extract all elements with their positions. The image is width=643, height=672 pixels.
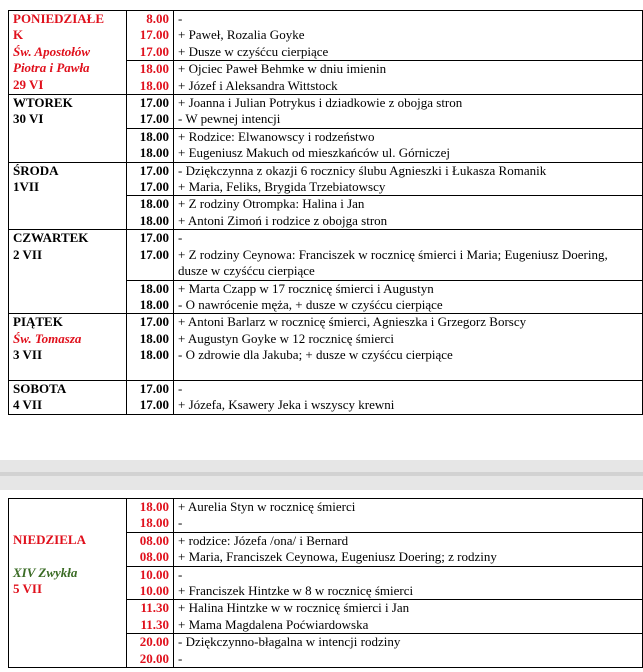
day-label-line: NIEDZIELA [13,531,86,547]
day-label-line: Piotra i Pawła [13,60,90,76]
day-label-line: 2 VII [13,246,43,262]
schedule-row [9,499,643,533]
mass-time: 17.00 [139,43,169,59]
mass-time: 08.00 [139,532,169,548]
mass-time-cell [127,314,174,381]
day-label-line [13,548,122,564]
day-label-line: 30 VI [13,111,44,127]
day-label-line [13,499,122,515]
mass-time: 17.00 [139,380,169,396]
mass-intention: + Mama Magdalena Poćwiardowska [178,616,369,632]
mass-time: 18.00 [139,499,169,514]
page-break-line [0,472,643,476]
mass-time-cell [127,61,174,95]
mass-time: 18.00 [139,330,169,346]
day-cell-sroda [9,162,127,230]
mass-time-cell [127,196,174,230]
mass-time-cell [127,600,174,634]
mass-intention: - Dziękczynna z okazji 6 rocznicy ślubu Agnieszki i Łukasza Romanik [178,162,547,178]
mass-time: 10.00 [139,583,169,599]
mass-intention: - [178,515,183,531]
day-label-line: WTOREK [13,95,73,111]
mass-time-cell [127,11,174,61]
mass-intention: + Z rodziny Ceynowa: Franciszek w rocznicę śmierci i Maria; Eugeniusz Doering, dusze w czyśćcu cierpiące [178,246,608,279]
mass-time: 11.30 [140,600,169,616]
mass-time: 10.00 [139,566,169,582]
schedule-row [9,95,643,129]
day-label-line: 29 VI [13,76,44,92]
schedule-row [9,162,643,196]
day-label-line: PONIEDZIAŁE [13,11,105,26]
mass-intention: + Eugeniusz Makuch od mieszkańców ul. Górniczej [178,145,450,161]
day-label-line: ŚRODA [13,162,59,178]
day-label-line: 4 VII [13,397,43,413]
mass-intention: - W pewnej intencji [178,111,281,127]
mass-time: 17.00 [139,314,169,330]
mass-time: 20.00 [139,650,169,666]
mass-time: 17.00 [139,397,169,413]
mass-intention-cell [174,314,643,381]
mass-intention: + Józefa, Ksawery Jeka i wszyscy krewni [178,397,395,413]
mass-intention: + Antoni Zimoń i rodzice z obojga stron [178,212,388,228]
mass-intention: + Antoni Barlarz w rocznicę śmierci, Agnieszka i Grzegorz Borscy [178,314,527,330]
mass-intention-cell [174,634,643,668]
mass-intention: + Aurelia Styn w rocznicę śmierci [178,499,356,514]
mass-time: 11.30 [140,616,169,632]
schedule-row [9,11,643,61]
mass-time: 18.00 [139,280,169,296]
mass-time-cell [127,280,174,314]
mass-time: 17.00 [139,27,169,43]
day-cell-piatek [9,314,127,381]
mass-time: 17.00 [139,179,169,195]
mass-intention-cell [174,61,643,95]
mass-time: 17.00 [139,230,169,246]
sunday-schedule-table [8,498,643,668]
mass-intention: - [178,11,183,26]
day-cell-czwartek [9,230,127,314]
sunday-schedule-block [8,498,643,668]
mass-time: 18.00 [139,196,169,212]
mass-intention: + Dusze w czyśćcu cierpiące [178,43,329,59]
mass-time: 18.00 [139,212,169,228]
mass-intention-cell [174,566,643,600]
mass-intention: + Maria, Franciszek Ceynowa, Eugeniusz Doering; z rodziny [178,549,497,565]
mass-intention-cell [174,532,643,566]
schedule-row [9,230,643,280]
page-break-separator [0,460,643,490]
mass-time: 08.00 [139,549,169,565]
mass-intention-cell [174,280,643,314]
mass-intention: + Maria, Feliks, Brygida Trzebiatowscy [178,179,386,195]
mass-intention: + Marta Czapp w 17 rocznicę śmierci i Augustyn [178,280,434,296]
day-label-line: K [13,27,24,43]
mass-time: 18.00 [139,296,169,312]
mass-time: 18.00 [139,145,169,161]
day-label-line: Św. Tomasza [13,330,82,346]
mass-time: 8.00 [146,11,169,26]
mass-intention: - O zdrowie dla Jakuba; + dusze w czyśćcu cierpiące [178,347,453,363]
mass-time-cell [127,634,174,668]
mass-intention-cell [174,95,643,129]
day-cell-sobota [9,380,127,414]
mass-time-cell [127,162,174,196]
schedule-row [9,380,643,414]
mass-time-cell [127,95,174,129]
mass-time-cell [127,499,174,533]
day-label-line: XIV Zwykła [13,564,78,580]
mass-intention: + Halina Hintzke w w rocznicę śmierci i Jan [178,600,410,616]
mass-time: 20.00 [139,634,169,650]
mass-time: 18.00 [139,128,169,144]
mass-intention-cell [174,11,643,61]
mass-intention: - [178,230,183,246]
mass-intention: + Franciszek Hintzke w 8 w rocznicę śmierci [178,583,414,599]
schedule-row [9,314,643,381]
day-label-line: 3 VII [13,347,43,363]
mass-intention-cell [174,600,643,634]
weekday-schedule-block [8,10,643,415]
mass-time: 17.00 [139,162,169,178]
mass-intention: + Rodzice: Elwanowscy i rodzeństwo [178,128,375,144]
mass-intention: - Dziękczynno-błagalna w intencji rodziny [178,634,401,650]
mass-intention: + rodzice: Józefa /ona/ i Bernard [178,532,349,548]
mass-intention: + Józef i Aleksandra Wittstock [178,77,338,93]
mass-intention-cell [174,128,643,162]
day-label-line: Św. Apostołów [13,43,91,59]
mass-time-cell [127,532,174,566]
day-label-line: 1VII [13,179,40,195]
day-label-line: 5 VII [13,581,43,597]
mass-time-spacer [129,263,169,279]
mass-intention: - [178,566,183,582]
mass-time [129,364,169,380]
mass-intention: - [178,380,183,396]
mass-time-cell [127,230,174,280]
mass-intention: + Paweł, Rozalia Goyke [178,27,305,43]
day-cell-poniedzialek [9,11,127,95]
day-label-line: CZWARTEK [13,230,89,246]
mass-intention-cell [174,230,643,280]
mass-time-cell [127,380,174,414]
mass-intention: + Joanna i Julian Potrykus i dziadkowie z obojga stron [178,95,463,111]
day-cell-niedziela [9,499,127,668]
mass-time: 18.00 [139,515,169,531]
mass-time-cell [127,566,174,600]
weekday-schedule-table [8,10,643,415]
day-label-line: PIĄTEK [13,314,63,330]
day-label-line [13,515,122,531]
mass-intention-cell [174,162,643,196]
mass-intention-cell [174,380,643,414]
mass-time-cell [127,128,174,162]
mass-intention: + Ojciec Paweł Behmke w dniu imienin [178,61,387,77]
day-cell-wtorek [9,95,127,163]
mass-intention-cell [174,196,643,230]
mass-intention [178,364,638,380]
mass-time: 17.00 [139,246,169,262]
mass-time: 18.00 [139,347,169,363]
mass-intention: + Z rodziny Otrompka: Halina i Jan [178,196,365,212]
mass-time: 18.00 [139,61,169,77]
mass-time: 17.00 [139,111,169,127]
mass-intention: - O nawrócenie męża, + dusze w czyśćcu cierpiące [178,296,443,312]
mass-time: 17.00 [139,95,169,111]
mass-time: 18.00 [139,77,169,93]
mass-intention: - [178,650,183,666]
day-label-line: SOBOTA [13,380,67,396]
mass-intention: + Augustyn Goyke w 12 rocznicę śmierci [178,330,395,346]
mass-intention-cell [174,499,643,533]
